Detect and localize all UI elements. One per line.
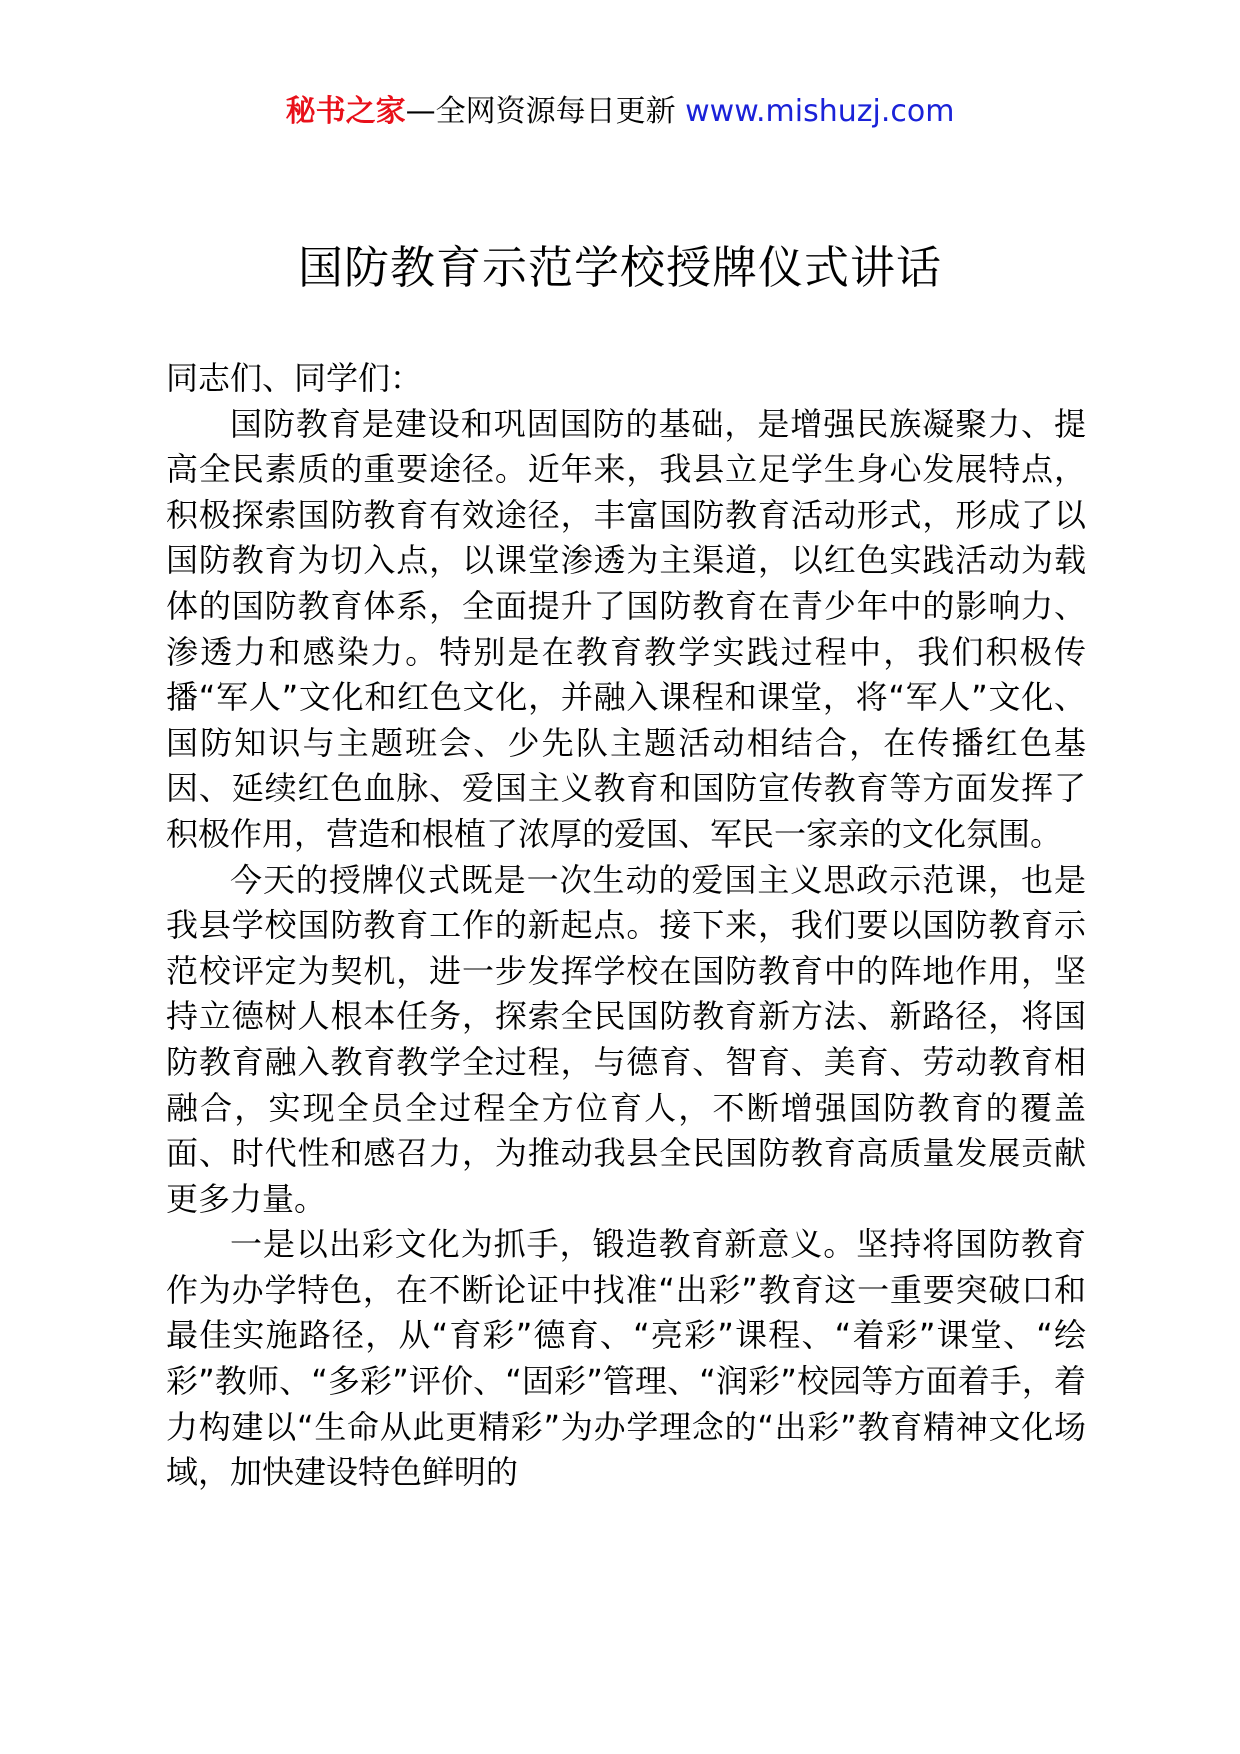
document-body	[166, 356, 1086, 1496]
document-title: 国防教育示范学校授牌仪式讲话	[297, 241, 942, 294]
paragraph-2: 今天的授牌仪式既是一次生动的爱国主义思政示范课，也是我县学校国防教育工作的新起点。接下来，我们要以国防教育示范校评定为契机，进一步发挥学校在国防教育中的阵地作用，坚持立德树人根本任务，探索全民国防教育新方法、新路径，将国防教育融入教育教学全过程，与德育、智育、美育、劳动教育相融合，实现全员全过程全方位育人，不断增强国防教育的覆盖面、时代性和感召力，为推动我县全民国防教育高质量发展贡献更多力量。	[166, 860, 1086, 1218]
paragraph-1: 国防教育是建设和巩固国防的基础，是增强民族凝聚力、提高全民素质的重要途径。近年来，我县立足学生身心发展特点，积极探索国防教育有效途径，丰富国防教育活动形式，形成了以国防教育为切入点，以课堂渗透为主渠道，以红色实践活动为载体的国防教育体系，全面提升了国防教育在青少年中的影响力、渗透力和感染力。特别是在教育教学实践过程中，我们积极传播“军人”文化和红色文化，并融入课程和课堂，将“军人”文化、国防知识与主题班会、少先队主题活动相结合，在传播红色基因、延续红色血脉、爱国主义教育和国防宣传教育等方面发挥了积极作用，营造和根植了浓厚的爱国、军民一家亲的文化氛围。	[166, 404, 1086, 853]
paragraph-3: 一是以出彩文化为抓手，锻造教育新意义。坚持将国防教育作为办学特色，在不断论证中找准“出彩”教育这一重要突破口和最佳实施路径，从“育彩”德育、“亮彩”课程、“着彩”课堂、“绘彩”教师、“多彩”评价、“固彩”管理、“润彩”校园等方面着手，着力构建以“生命从此更精彩”为办学理念的“出彩”教育精神文化场域，加快建设特色鲜明的	[166, 1225, 1086, 1492]
site-header	[0, 92, 1240, 132]
site-brand: 秘书之家	[285, 94, 406, 129]
site-url-link[interactable]: www.mishuzj.com	[685, 94, 955, 129]
salutation: 同志们、同学们：	[166, 359, 423, 397]
site-tagline: —全网资源每日更新	[405, 94, 676, 129]
